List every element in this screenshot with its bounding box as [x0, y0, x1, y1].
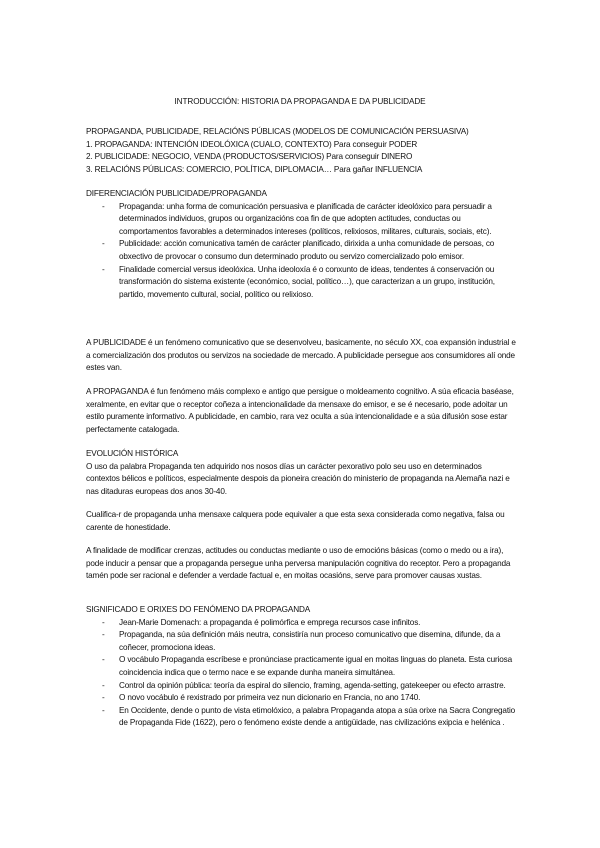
- model-item-propaganda: 1. PROPAGANDA: INTENCIÓN IDEOLÓXICA (CUALO, CONTEXTO) Para conseguir PODER: [86, 139, 418, 149]
- diferenciacion-heading: DIFERENCIACIÓN PUBLICIDADE/PROPAGANDA: [86, 189, 267, 198]
- model-item-publicidade: 2. PUBLICIDADE: NEGOCIO, VENDA (PRODUCTOS/SERVICIOS) Para conseguir DINERO: [86, 152, 413, 162]
- evolucion-paragraph-1: O uso da palabra Propaganda ten adquirido nos nosos días un carácter pexorativo polo seu uso en determinados contextos bélicos e políticos, especialmente despois da pioneira creación do ministerio de propaganda na Alemaña nazi e nas ditaduras europeas dos anos 30-40.: [86, 461, 510, 496]
- evolucion-heading: EVOLUCIÓN HISTÓRICA: [86, 449, 179, 458]
- significado-section: [86, 604, 516, 730]
- models-section: [86, 126, 516, 176]
- models-heading: PROPAGANDA, PUBLICIDADE, RELACIÓNS PÚBLICAS (MODELOS DE COMUNICACIÓN PERSUASIVA): [86, 127, 469, 136]
- list-item: - Publicidade: acción comunicativa tamén de carácter planificado, dirixida a unha comunidade de persoas, co obxectivo de provocar o consumo dun determinado produto ou servizo comercializado polo emisor.: [102, 239, 495, 261]
- diferenciacion-section: [86, 188, 516, 301]
- significado-heading: SIGNIFICADO E ORIXES DO FENÓMENO DA PROPAGANDA: [86, 605, 311, 614]
- list-item: - En Occidente, dende o punto de vista etimolóxico, a palabra Propaganda atopa a súa orixe na Sacra Congregatio de Propaganda Fide (1622), pero o fenómeno existe dende a antigüidade, nas civilizacións exipcia e helénica .: [102, 705, 516, 728]
- list-item: - Jean-Marie Domenach: a propaganda é polimórfica e emprega recursos case infinitos.: [102, 617, 421, 627]
- evolucion-section: [86, 448, 516, 498]
- diferenciacion-list: [86, 201, 516, 302]
- list-item: - Finalidade comercial versus ideolóxica. Unha ideoloxía é o conxunto de ideas, tendentes á conservación ou transformación do sistema existente (económico, social, político…), que caracterizan a un grupo, institución, partido, movemento cultural, social, político ou relixioso.: [102, 264, 495, 299]
- list-item: - Control da opinión pública: teoría da espiral do silencio, framing, agenda-setting, gatekeeper ou efecto arrastre.: [102, 680, 506, 690]
- significado-list: [86, 617, 516, 730]
- page-title: INTRODUCCIÓN: HISTORIA DA PROPAGANDA E DA PUBLICIDADE: [174, 97, 426, 106]
- publicidade-paragraph: A PUBLICIDADE é un fenómeno comunicativo que se desenvolveu, basicamente, no século XX, coa expansión industrial e a comercialización dos produtos ou servizos na sociedade de mercado. A publicidade persegue aos consumidores alí onde estes van.: [86, 338, 516, 373]
- propaganda-paragraph: A PROPAGANDA é fun fenómeno máis complexo e antigo que persigue o moldeamento cognitivo. A súa eficacia baséase, xeralmente, en evitar que o receptor coñeza a intencionalidade da mensaxe do emisor, e se é necesario, pode adoitar un estilo puramente informativo. A publicidade, en cambio, rara vez oculta a súa intencionalidade e a súa difusión sose estar perfectamente catalogada.: [86, 387, 514, 434]
- list-item: - Propaganda: unha forma de comunicación persuasiva e planificada de carácter ideolóxico para persuadir a determinados individuos, grupos ou organizacións coa fin de que adopten actitudes, conductas ou comportamentos favorables a determinados intereses (políticos, relixiosos, militares, culturais, sociais, etc).: [102, 201, 492, 236]
- list-item: - O novo vocábulo é rexistrado por primeira vez nun dicionario en Francia, no ano 1740.: [102, 693, 421, 703]
- list-item: - Propaganda, na súa definición máis neutra, consistiría nun proceso comunicativo que disemina, difunde, da a coñecer, promociona ideas.: [102, 630, 501, 652]
- list-item: - O vocábulo Propaganda escríbese e pronúnciase practicamente igual en moitas linguas do planeta. Esta curiosa coincidencia indica que o termo nace e se expande dunha maneira simultánea.: [102, 655, 512, 677]
- evolucion-paragraph-2: Cualifica-r de propaganda unha mensaxe calquera pode equivaler a que esta sexa considerada como negativa, falsa ou carente de honestidade.: [86, 510, 505, 532]
- evolucion-paragraph-3: A finalidade de modificar crenzas, actitudes ou conductas mediante o uso de emocións básicas (como o medo ou a ira), pode inducir a pensar que a propaganda persegue unha perversa manipulación cognitiva do receptor. Pero a propaganda tamén pode ser racional e defender a verdade factual e, en moitas ocasións, serve para promover causas xustas.: [86, 546, 511, 581]
- model-item-relacions: 3. RELACIÓNS PÚBLICAS: COMERCIO, POLÍTICA, DIPLOMACIA… Para gañar INFLUENCIA: [86, 164, 423, 174]
